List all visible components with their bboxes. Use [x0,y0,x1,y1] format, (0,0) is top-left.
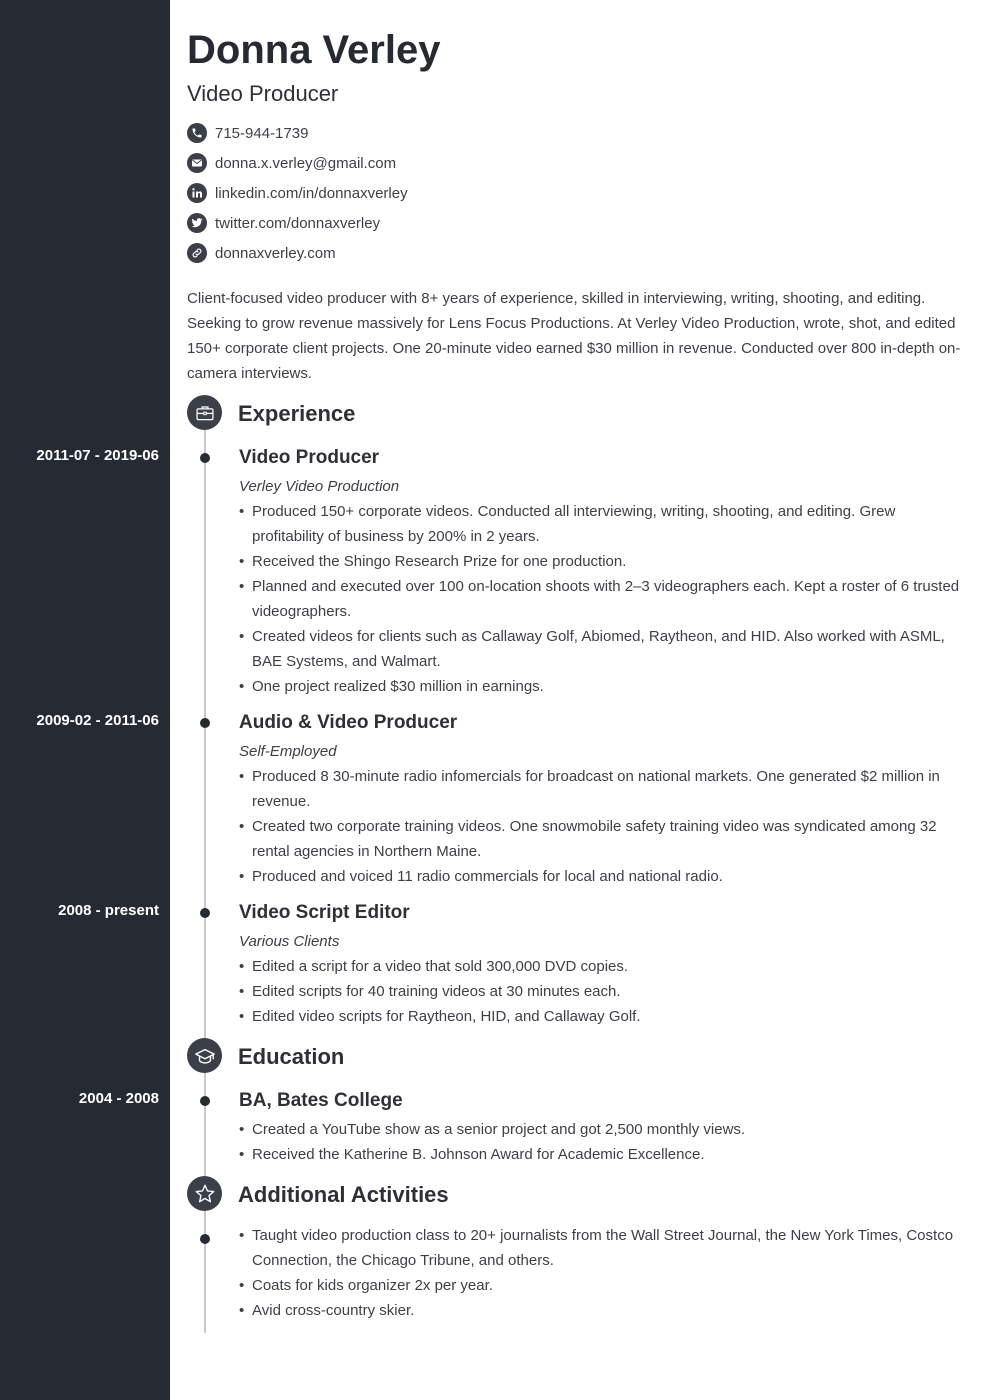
list-item: • Created a YouTube show as a senior project and got 2,500 monthly views. [239,1117,967,1142]
list-item: • Produced 8 30-minute radio infomercials for broadcast on national markets. One generated $2 million in revenue. [239,764,967,814]
star-icon [187,1176,222,1211]
contact-website-text: donnaxverley.com [215,244,336,262]
linkedin-icon [187,183,207,203]
list-item: • Created two corporate training videos. One snowmobile safety training video was syndicated among 32 rental agencies in Northern Maine. [239,814,967,864]
contact-twitter[interactable] [187,212,380,234]
job-dates: 2008 - present [58,902,159,919]
list-item: • Taught video production class to 20+ journalists from the Wall Street Journal, the New York Times, Costco Connection, the Chicago Tribune, and others. [239,1223,967,1273]
section-heading-experience: Experience [238,401,356,426]
list-item: • Created videos for clients such as Callaway Golf, Abiomed, Raytheon, and HID. Also worked with ASML, BAE Systems, and Walmart. [239,624,967,674]
graduation-cap-icon [187,1038,222,1073]
job-company: Various Clients [239,933,340,950]
job-bullets [239,499,967,699]
education-dates: 2004 - 2008 [78,1090,159,1107]
timeline-dot [200,1234,210,1244]
job-title: Video Producer [239,447,380,468]
timeline-dot [200,453,210,463]
section-heading-education: Education [238,1044,345,1069]
list-item: • Planned and executed over 100 on-location shoots with 2–3 videographers each. Kept a roster of 6 trusted videographers. [239,574,967,624]
job-dates: 2009-02 - 2011-06 [36,712,159,729]
list-item: • Coats for kids organizer 2x per year. [239,1273,967,1298]
job-company: Verley Video Production [239,478,400,495]
section-heading-activities: Additional Activities [238,1182,449,1207]
list-item: • One project realized $30 million in earnings. [239,674,967,699]
list-item: • Avid cross-country skier. [239,1298,967,1323]
contact-phone-text: 715-944-1739 [215,124,309,142]
phone-icon [187,123,207,143]
experience-timeline [204,428,206,1040]
degree-title: BA, Bates College [239,1090,403,1111]
activities-timeline [204,1209,206,1333]
email-icon [187,153,207,173]
list-item: • Received the Shingo Research Prize for one production. [239,549,967,574]
job-title: Video Script Editor [239,902,410,923]
timeline-dot [200,1096,210,1106]
education-bullets [239,1117,967,1167]
list-item: • Edited video scripts for Raytheon, HID, and Callaway Golf. [239,1004,967,1029]
candidate-title: Video Producer [187,81,339,106]
list-item: • Produced and voiced 11 radio commercials for local and national radio. [239,864,967,889]
list-item: • Received the Katherine B. Johnson Award for Academic Excellence. [239,1142,967,1167]
job-company: Self-Employed [239,743,337,760]
job-dates: 2011-07 - 2019-06 [36,447,159,464]
contact-email-text: donna.x.verley@gmail.com [215,154,397,172]
profile-summary: Client-focused video producer with 8+ years of experience, skilled in interviewing, writing, shooting, and editing. Seeking to grow revenue massively for Lens Focus Productions. At Verley Video Production, wrote, shot, and edited 150+ corporate client projects. One 20-minute video earned $30 million in revenue. Conducted over 800 in-depth on-camera interviews. [187,290,961,382]
job-bullets [239,764,967,889]
list-item: • Edited scripts for 40 training videos at 30 minutes each. [239,979,967,1004]
briefcase-icon [187,395,222,430]
twitter-icon [187,213,207,233]
contact-linkedin-text: linkedin.com/in/donnaxverley [215,184,408,202]
contact-email[interactable] [187,152,396,174]
candidate-name: Donna Verley [187,28,441,72]
activities-bullets [239,1223,967,1323]
timeline-dot [200,908,210,918]
timeline-dot [200,718,210,728]
list-item: • Produced 150+ corporate videos. Conducted all interviewing, writing, shooting, and editing. Grew profitability of business by 200% in 2 years. [239,499,967,549]
job-title: Audio & Video Producer [239,712,458,733]
education-timeline [204,1071,206,1177]
contact-linkedin[interactable] [187,182,408,204]
contact-website[interactable] [187,242,336,264]
job-bullets [239,954,967,1029]
contact-twitter-text: twitter.com/donnaxverley [215,214,381,232]
link-icon [187,243,207,263]
contact-phone[interactable] [187,122,308,144]
list-item: • Edited a script for a video that sold 300,000 DVD copies. [239,954,967,979]
